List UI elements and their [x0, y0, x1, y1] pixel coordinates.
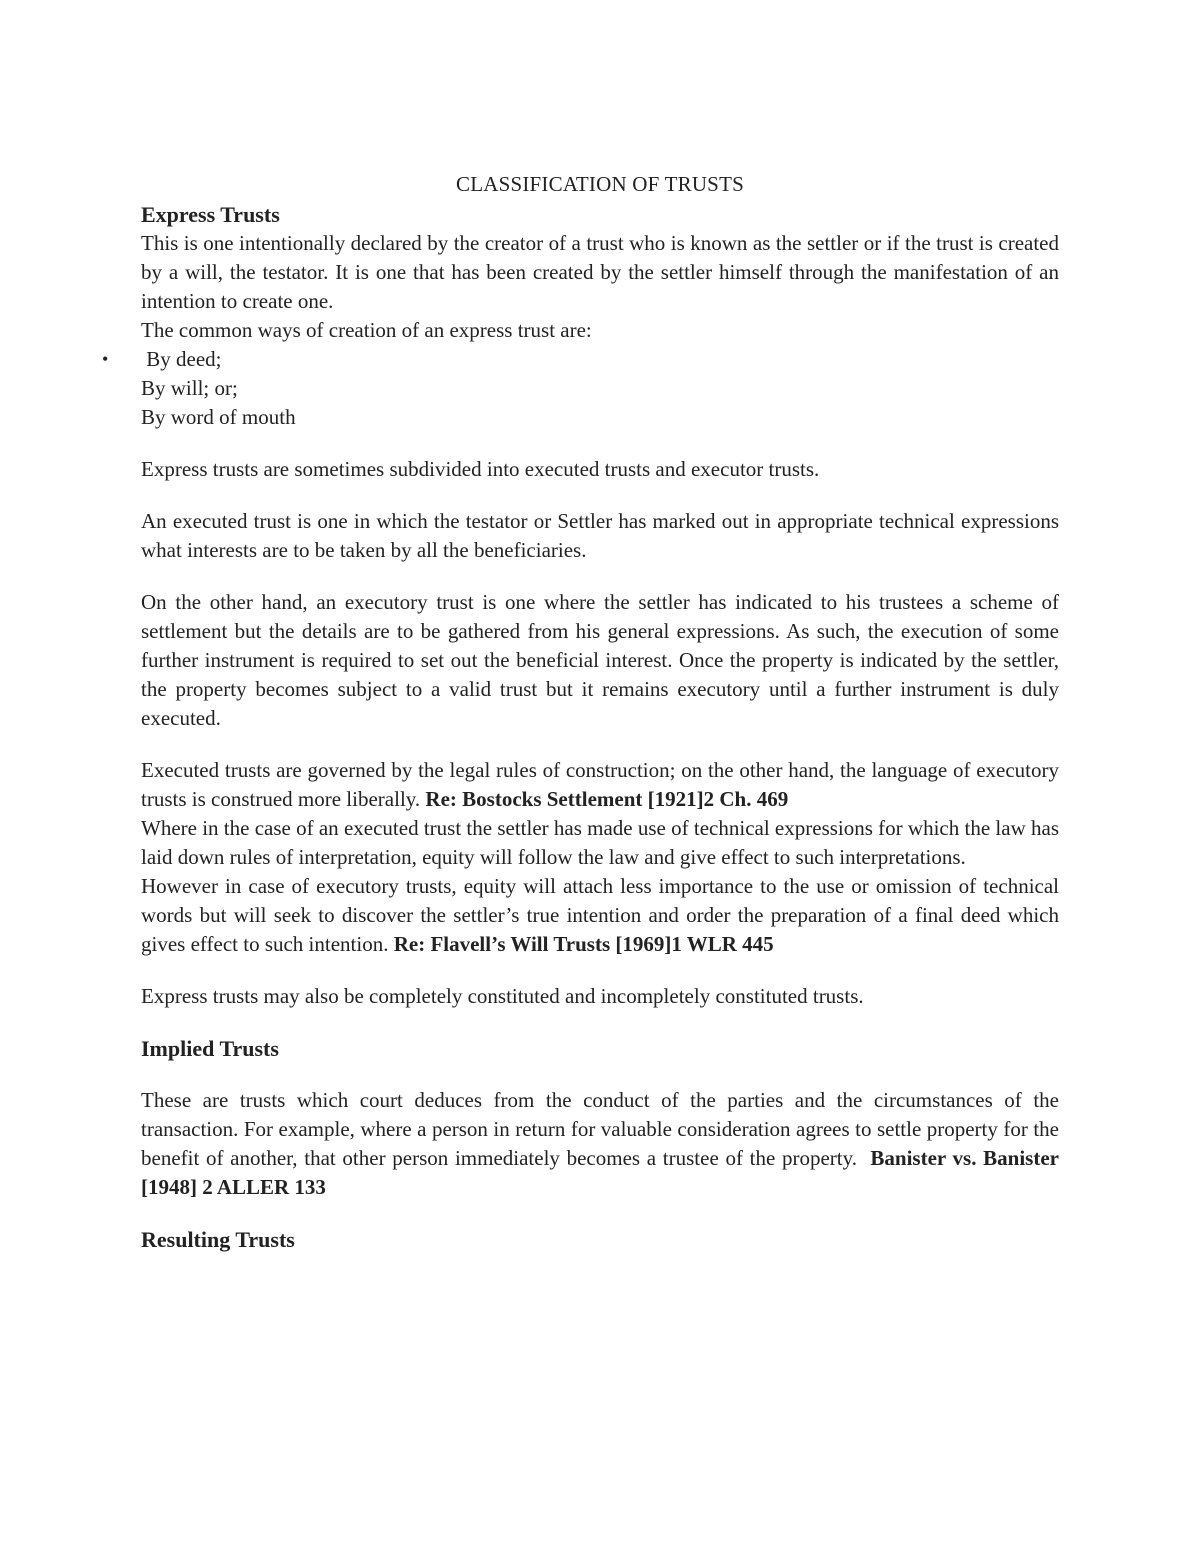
list-item-text: By will; or; [141, 376, 238, 400]
creation-ways-intro: The common ways of creation of an express trust are: [141, 318, 592, 342]
implied-trusts-heading: Implied Trusts [141, 1036, 279, 1061]
creation-ways-list [102, 345, 1059, 432]
constituted-paragraph: Express trusts may also be completely constituted and incompletely constituted trusts. [141, 984, 864, 1008]
governed-paragraph [141, 756, 1059, 814]
executory-trust-paragraph: On the other hand, an executory trust is one where the settler has indicated to his trustees a scheme of settlement but the details are to be gathered from his general expressions. As such, the execution of some further instrument is required to set out the beneficial interest. Once the property is indicated by the settler, the property becomes subject to a valid trust but it remains executory until a further instrument is duly executed. [141, 590, 1059, 730]
subdivided-paragraph: Express trusts are sometimes subdivided into executed trusts and executor trusts. [141, 457, 820, 481]
list-item-text: By word of mouth [141, 405, 296, 429]
list-item-text: By deed; [141, 347, 222, 371]
list-item [102, 345, 1059, 374]
case-citation: Re: Flavell’s Will Trusts [1969]1 WLR 445 [393, 932, 774, 956]
executed-trust-paragraph: An executed trust is one in which the testator or Settler has marked out in appropriate technical expressions what interests are to be taken by all the beneficiaries. [141, 509, 1059, 562]
however-text: However in case of executory trusts, equity will attach less importance to the use or omission of technical words but will seek to discover the settler’s true intention and order the preparation of a final deed which gives effect to such intention. [141, 874, 1059, 956]
express-trusts-heading: Express Trusts [141, 202, 280, 227]
list-item [141, 374, 1059, 403]
implied-text: These are trusts which court deduces from the conduct of the parties and the circumstances of the transaction. For example, where a person in return for valuable consideration agrees to settle property for the benefit of another, that other person immediately becomes a trustee of the property. [141, 1088, 1065, 1170]
technical-expressions-paragraph: Where in the case of an executed trust the settler has made use of technical expressions for which the law has laid down rules of interpretation, equity will follow the law and give effect to such interpretations. [141, 816, 1059, 869]
express-trusts-intro: This is one intentionally declared by the creator of a trust who is known as the settler or if the trust is created by a will, the testator. It is one that has been created by the settler himself through the manifestation of an intention to create one. [141, 231, 1059, 313]
page-title: CLASSIFICATION OF TRUSTS [456, 172, 744, 196]
however-paragraph [141, 872, 1059, 959]
document-body [102, 170, 1065, 1254]
resulting-trusts-heading: Resulting Trusts [141, 1227, 295, 1252]
implied-trusts-paragraph [141, 1086, 1065, 1202]
list-item [141, 403, 1059, 432]
bullet-icon: • [102, 349, 109, 369]
case-citation: Banister vs. Banister [1948] 2 ALLER 133 [141, 1146, 1059, 1199]
governed-text: Executed trusts are governed by the legal rules of construction; on the other hand, the language of executory trusts is construed more liberally. [141, 758, 1059, 811]
case-citation: Re: Bostocks Settlement [1921]2 Ch. 469 [425, 787, 789, 811]
